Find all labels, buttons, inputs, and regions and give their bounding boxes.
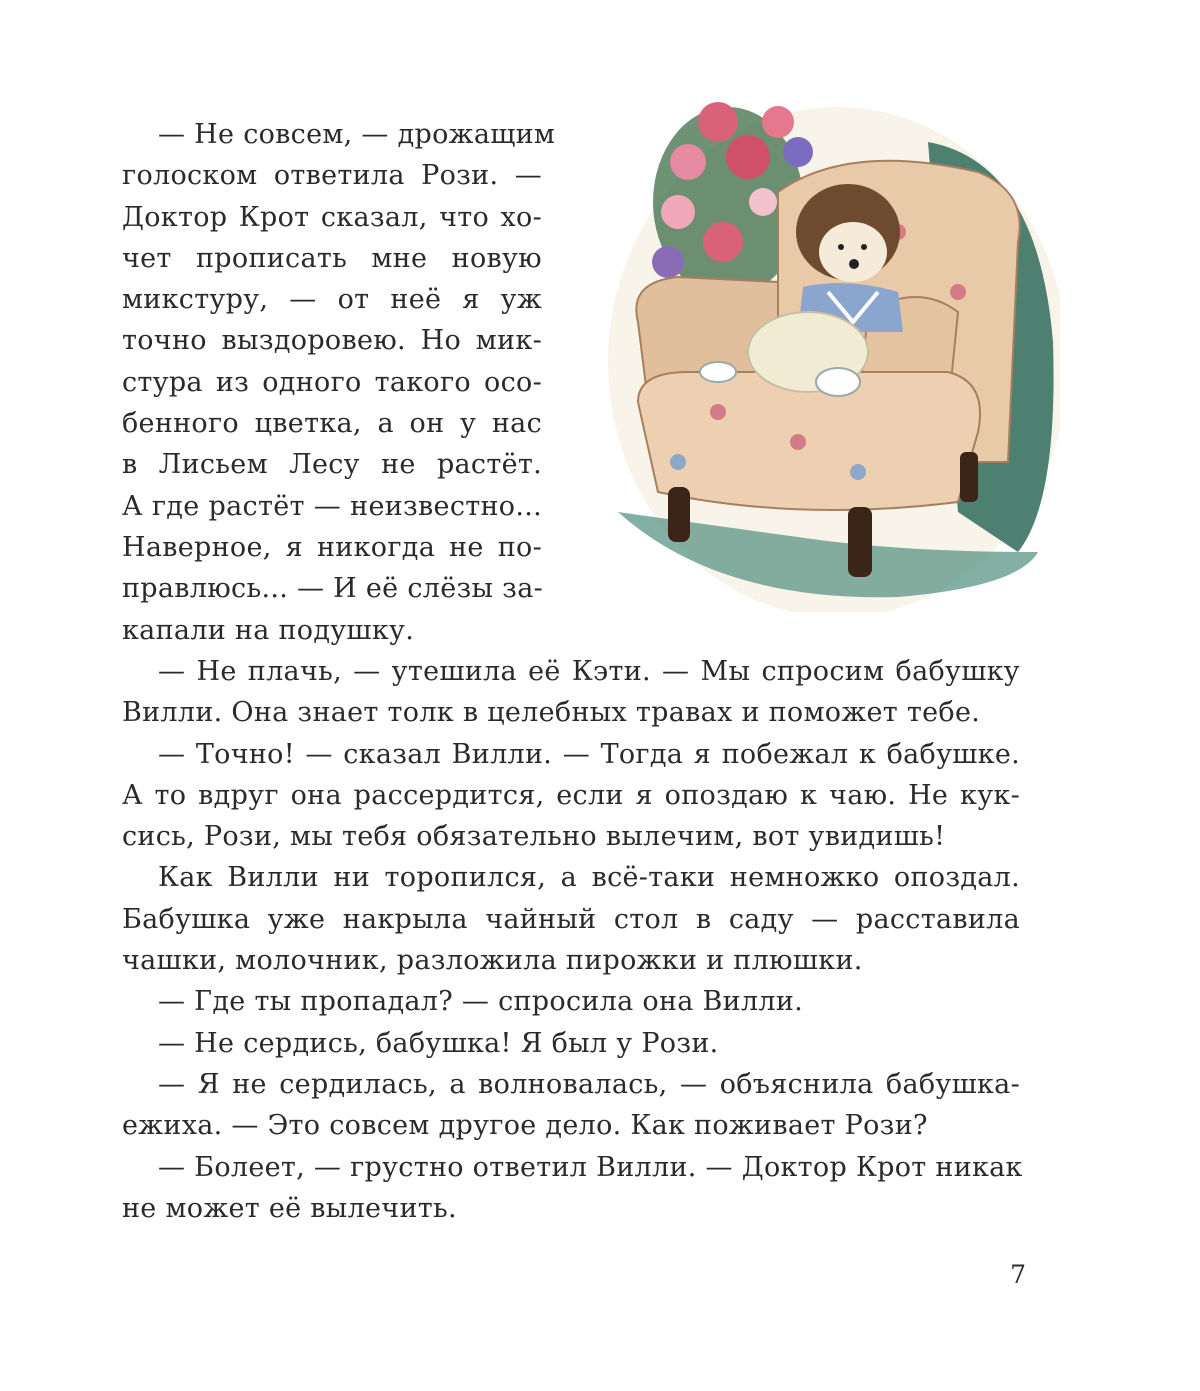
text-line: — Болеет, — грустно ответил Вилли. — Доктор Крот никак: [158, 1151, 1023, 1183]
text-line: Доктор Крот сказал, что хо-: [122, 201, 542, 233]
text-line: А где растёт — неизвестно...: [122, 490, 542, 522]
top-paragraph: [122, 114, 556, 651]
text-line: правлюсь... — И её слёзы за-: [122, 573, 544, 605]
main-text: [122, 651, 1023, 1229]
text-line: капали на подушку.: [122, 614, 415, 646]
text-line: чет прописать мне новую: [122, 242, 542, 274]
text-line: стура из одного такого осо-: [122, 366, 542, 398]
text-line: — Не совсем, — дрожащим: [158, 119, 556, 150]
text-line: А то вдруг она рассердится, если я опоздаю к чаю. Не кук-: [122, 779, 1020, 811]
text-line: Вилли. Она знает толк в целебных травах и поможет тебе.: [122, 697, 981, 729]
text-line: бенного цветка, а он у нас: [122, 408, 542, 440]
text-line: — Не плачь, — утешила её Кэти. — Мы спросим бабушку: [158, 656, 1020, 687]
text-line: — Я не сердилась, а волновалась, — объяснила бабушка-: [158, 1068, 1020, 1100]
text-line: Бабушка уже накрыла чайный стол в саду — расставила: [122, 903, 1020, 935]
text-line: микстуру, — от неё я уж: [122, 284, 542, 316]
text-line: Наверное, я никогда не по-: [122, 531, 542, 563]
text-line: в Лисьем Лесу не растёт.: [122, 449, 542, 481]
text-line: — Где ты пропадал? — спросила она Вилли.: [158, 986, 804, 1018]
text-line: точно выздоровею. Но мик-: [122, 325, 542, 357]
page-number: 7: [1010, 1260, 1026, 1289]
text-line: не может её вылечить.: [122, 1192, 457, 1224]
text-line: сись, Рози, мы тебя обязательно вылечим, вот увидишь!: [122, 821, 946, 853]
text-line: голоском ответила Рози. —: [122, 160, 542, 192]
text-line: чашки, молочник, разложила пирожки и плюшки.: [122, 945, 863, 977]
text-line: Как Вилли ни торопился, а всё-таки немножко опоздал.: [158, 862, 1020, 894]
text-line: — Не сердись, бабушка! Я был у Рози.: [158, 1027, 719, 1059]
text-line: ежиха. — Это совсем другое дело. Как поживает Рози?: [122, 1110, 928, 1142]
hedgehog-armchair-illustration: [598, 82, 1060, 612]
text-line: — Точно! — сказал Вилли. — Тогда я побежал к бабушке.: [158, 738, 1020, 770]
